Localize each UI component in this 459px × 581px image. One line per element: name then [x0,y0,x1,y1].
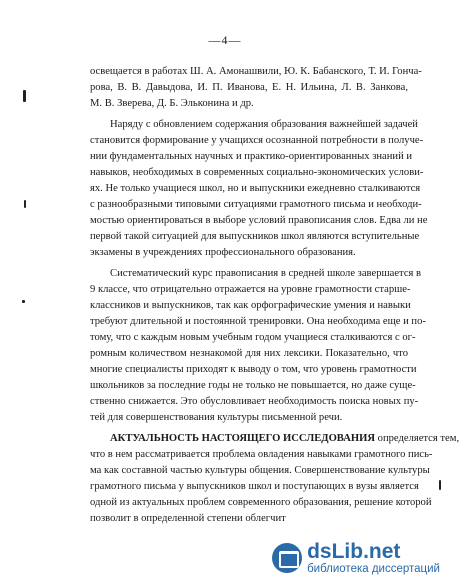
text-line: классников и выпускников, так как орфографические умения и навыки [90,300,411,311]
text-line: М. В. Зверева, Д. Б. Эльконина и др. [90,98,254,109]
brand-tagline: библиотека диссертаций [307,562,440,575]
footer-watermark [272,541,440,576]
paragraph-4 [90,431,459,527]
text-line: позволит в определенной степени облегчит [90,513,286,524]
text-line: что в нем рассматривается проблема овладения навыками грамотного пись- [90,449,433,460]
text-line: рова, В. В. Давыдова, И. П. Иванова, Е. Н. Ильина, Л. В. Занкова, [90,82,408,93]
text-line: ромным количеством незнакомой для них лексики. Показательно, что [90,348,408,359]
text-fragment: определяется тем, [375,433,459,444]
paragraph-3 [90,266,426,426]
text-line: становится формирование у учащихся осознанной потребности в получе- [90,135,424,146]
scan-mark [23,90,26,102]
text-line: ма как составной частью культуры общения. Совершенствование культуры [90,465,430,476]
page-number: —4— [208,33,242,47]
footer-text [307,541,440,576]
text-line: многие специалисты приходят к выводу о том, что уровень грамотности [90,364,417,375]
document-body [90,64,459,527]
text-line: требуют длительной и постоянной тренировки. Она необходима еще и по- [90,316,426,327]
text-line: первой такой ситуацией для выпускников школ являются вступительные [90,231,420,242]
text-line: Наряду с обновлением содержания образования важнейшей задачей [110,119,418,130]
brand-name: dsLib.net [307,539,401,563]
scan-mark [22,300,25,303]
text-line: освещается в работах Ш. А. Амонашвили, Ю. К. Бабанского, Т. И. Гонча- [90,66,422,77]
text-line: тей для совершенствования культуры письменной речи. [90,412,343,423]
text-line: нии фундаментальных научных и практико-ориентированных знаний и [90,151,413,162]
book-icon [272,543,302,573]
text-line: ях. Не только учащиеся школ, но и выпускники ежедневно сталкиваются [90,183,421,194]
text-line: одной из актуальных проблем современного образования, решение которой [90,497,432,508]
paragraph-2 [90,117,428,261]
text-line [90,431,459,447]
scan-mark [439,480,441,490]
text-line: навыков, необходимых в современных социально-экономических услови- [90,167,424,178]
text-line: грамотного письма у выпускников школ и поступающих в вузы является [90,481,419,492]
text-line: ственно снижается. Это обусловливает необходимость поиска новых пу- [90,396,419,407]
text-line: экзамены в учреждениях профессионального образования. [90,247,356,258]
text-line: с разнообразными типовыми ситуациями грамотного письма и необходи- [90,199,422,210]
text-line: тому, что с каждым новым учебным годом учащиеся сталкиваются с ог- [90,332,416,343]
text-line: мостью ориентироваться в выборе условий правописания слов. Едва ли не [90,215,428,226]
paragraph-1 [90,64,422,112]
scan-mark [24,200,26,208]
text-line: школьников за последние годы не только не повышается, но даже суще- [90,380,416,391]
text-line: 9 классе, что отрицательно отражается на уровне грамотности старше- [90,284,411,295]
text-line: Систематический курс правописания в средней школе завершается в [110,268,422,279]
section-heading-inline: АКТУАЛЬНОСТЬ НАСТОЯЩЕГО ИССЛЕДОВАНИЯ [110,433,375,444]
